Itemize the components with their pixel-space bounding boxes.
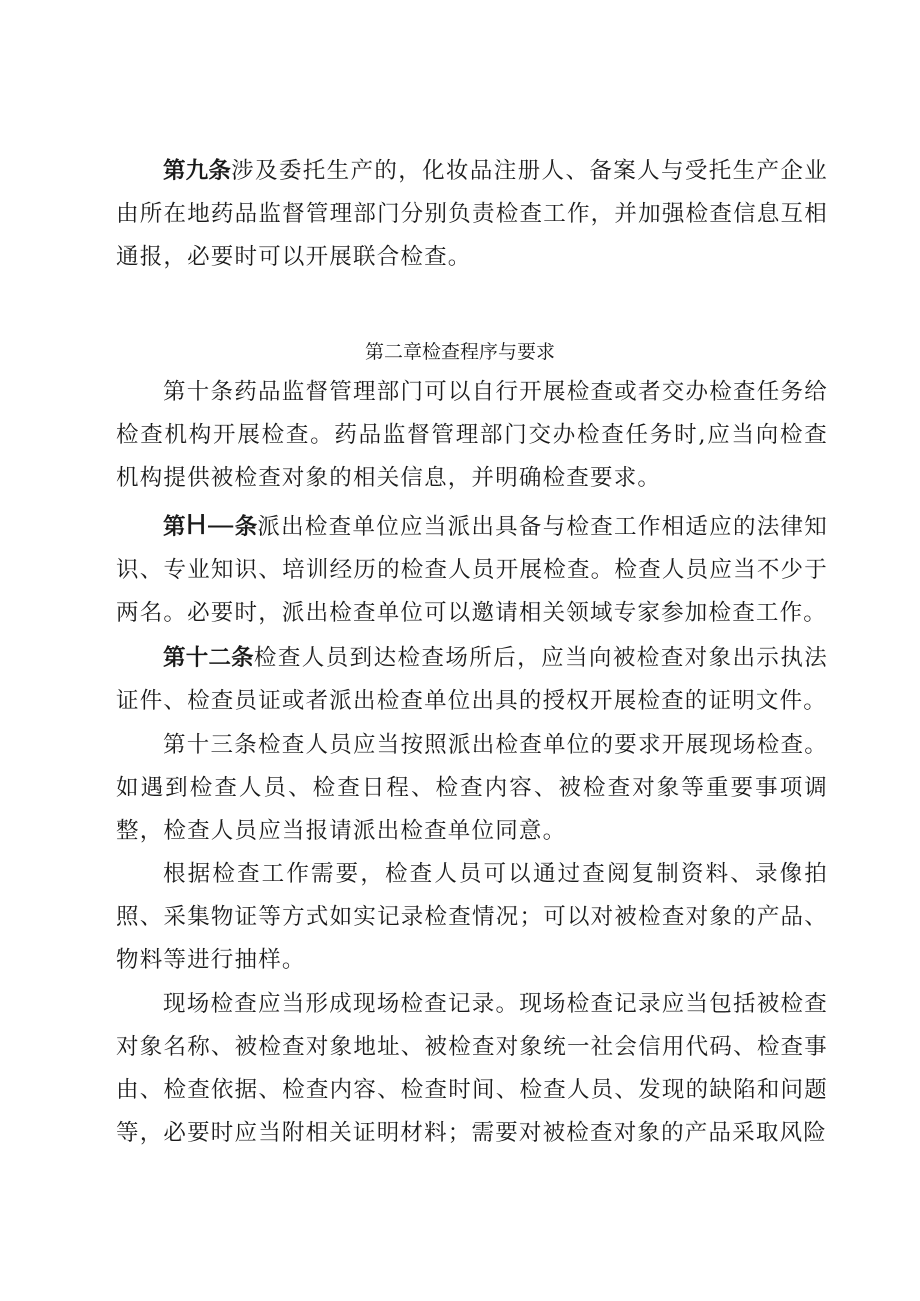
article-9-text: 涉及委托生产的，化妆品注册人、备案人与受托生产企业由所在地药品监督管理部门分别负责检查工作，并加强检查信息互相通报，必要时可以开展联合检查。 bbox=[116, 158, 828, 270]
collection-paragraph bbox=[116, 853, 828, 982]
collection-text: 根据检查工作需要，检查人员可以通过查阅复制资料、录像拍照、采集物证等方式如实记录检查情况；可以对被检查对象的产品、物料等进行抽样。 bbox=[116, 861, 828, 973]
article-11-heading-ocr: H— bbox=[185, 508, 235, 541]
article-12-paragraph bbox=[116, 637, 828, 723]
record-text: 现场检查应当形成现场检查记录。现场检查记录应当包括被检查对象名称、被检查对象地址、被检查对象统一社会信用代码、检查事由、检查依据、检查内容、检查时间、检查人员、发现的缺陷和问题等，必要时应当附相关证明材料；需要对被检查对象的产品采取风险 bbox=[116, 991, 828, 1146]
article-9-heading: 第九条 bbox=[163, 158, 232, 184]
record-paragraph bbox=[116, 983, 828, 1155]
article-13-text: 第十三条检查人员应当按照派出检查单位的要求开展现场检查。如遇到检查人员、检查日程、检查内容、被检查对象等重要事项调整，检查人员应当报请派出检查单位同意。 bbox=[116, 732, 828, 844]
article-9-paragraph bbox=[116, 150, 828, 279]
chapter-2-title: 第二章检查程序与要求 bbox=[364, 341, 555, 363]
article-12-text: 检查人员到达检查场所后，应当向被检查对象出示执法证件、检查员证或者派出检查单位出具的授权开展检查的证明文件。 bbox=[116, 645, 828, 714]
article-11-heading-prefix: 第 bbox=[163, 514, 186, 540]
article-10-text: 第十条药品监督管理部门可以自行开展检查或者交办检查任务给检查机构开展检查。药品监督管理部门交办检查任务时,应当向检查机构提供被检查对象的相关信息，并明确检查要求。 bbox=[116, 379, 828, 491]
article-11-heading-suffix: 条 bbox=[234, 514, 258, 540]
article-10-paragraph bbox=[116, 371, 828, 500]
article-12-heading: 第十二条 bbox=[163, 645, 254, 671]
article-13-paragraph bbox=[116, 724, 828, 853]
article-11-heading bbox=[163, 508, 258, 541]
article-11-text: 派出检查单位应当派出具备与检查工作相适应的法律知识、专业知识、培训经历的检查人员开展检查。检查人员应当不少于两名。必要时，派出检查单位可以邀请相关领域专家参加检查工作。 bbox=[116, 514, 828, 626]
article-11-paragraph bbox=[116, 503, 828, 635]
